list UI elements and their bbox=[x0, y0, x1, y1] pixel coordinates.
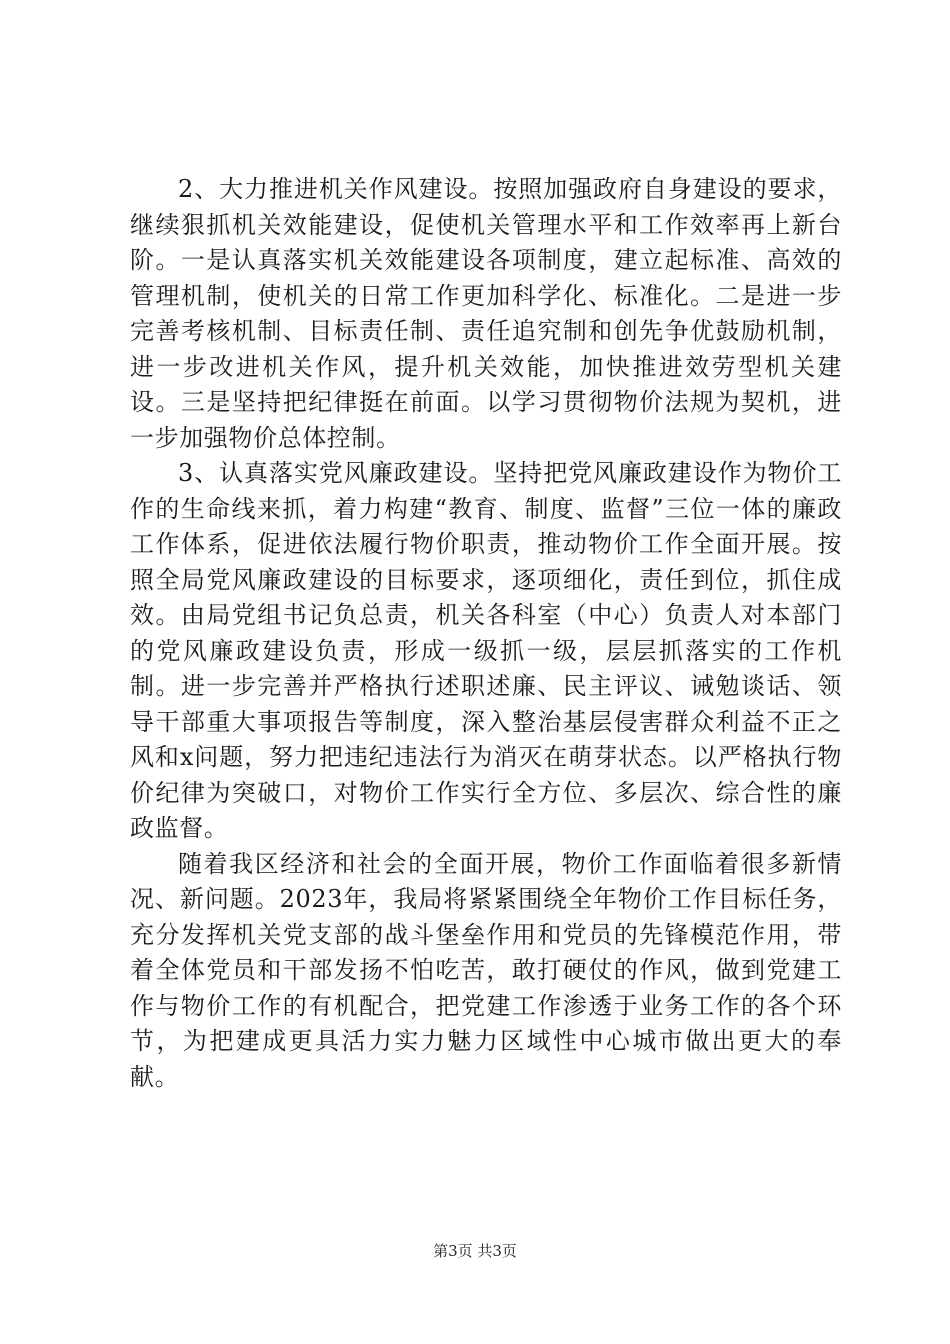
paragraph-work-style: 2、大力推进机关作风建设。按照加强政府自身建设的要求，继续狠抓机关效能建设，促使机关管理水平和工作效率再上新台阶。一是认真落实机关效能建设各项制度，建立起标准、高效的管理机制，使机关的日常工作更加科学化、标准化。二是进一步完善考核机制、目标责任制、责任追究制和创先争优鼓励机制，进一步改进机关作风，提升机关效能，加快推进效劳型机关建设。三是坚持把纪律挺在前面。以学习贯彻物价法规为契机，进一步加强物价总体控制。 bbox=[130, 175, 842, 452]
page-number-footer: 第3页 共3页 bbox=[433, 1242, 517, 1260]
document-body bbox=[130, 172, 842, 1095]
paragraph-clean-government: 3、认真落实党风廉政建设。坚持把党风廉政建设作为物价工作的生命线来抓，着力构建“教育、制度、监督”三位一体的廉政工作体系，促进依法履行物价职责，推动物价工作全面开展。按照全局党风廉政建设的目标要求，逐项细化，责任到位，抓住成效。由局党组书记负总责，机关各科室（中心）负责人对本部门的党风廉政建设负责，形成一级抓一级，层层抓落实的工作机制。进一步完善并严格执行述职述廉、民主评议、诫勉谈话、领导干部重大事项报告等制度，深入整治基层侵害群众利益不正之风和x问题，努力把违纪违法行为消灭在萌芽状态。以严格执行物价纪律为突破口，对物价工作实行全方位、多层次、综合性的廉政监督。 bbox=[130, 459, 842, 842]
paragraph-conclusion: 随着我区经济和社会的全面开展，物价工作面临着很多新情况、新问题。2023年，我局将紧紧围绕全年物价工作目标任务，充分发挥机关党支部的战斗堡垒作用和党员的先锋模范作用，带着全体党员和干部发扬不怕吃苦，敢打硬仗的作风，做到党建工作与物价工作的有机配合，把党建工作渗透于业务工作的各个环节，为把建成更具活力实力魅力区域性中心城市做出更大的奉献。 bbox=[130, 849, 842, 1091]
